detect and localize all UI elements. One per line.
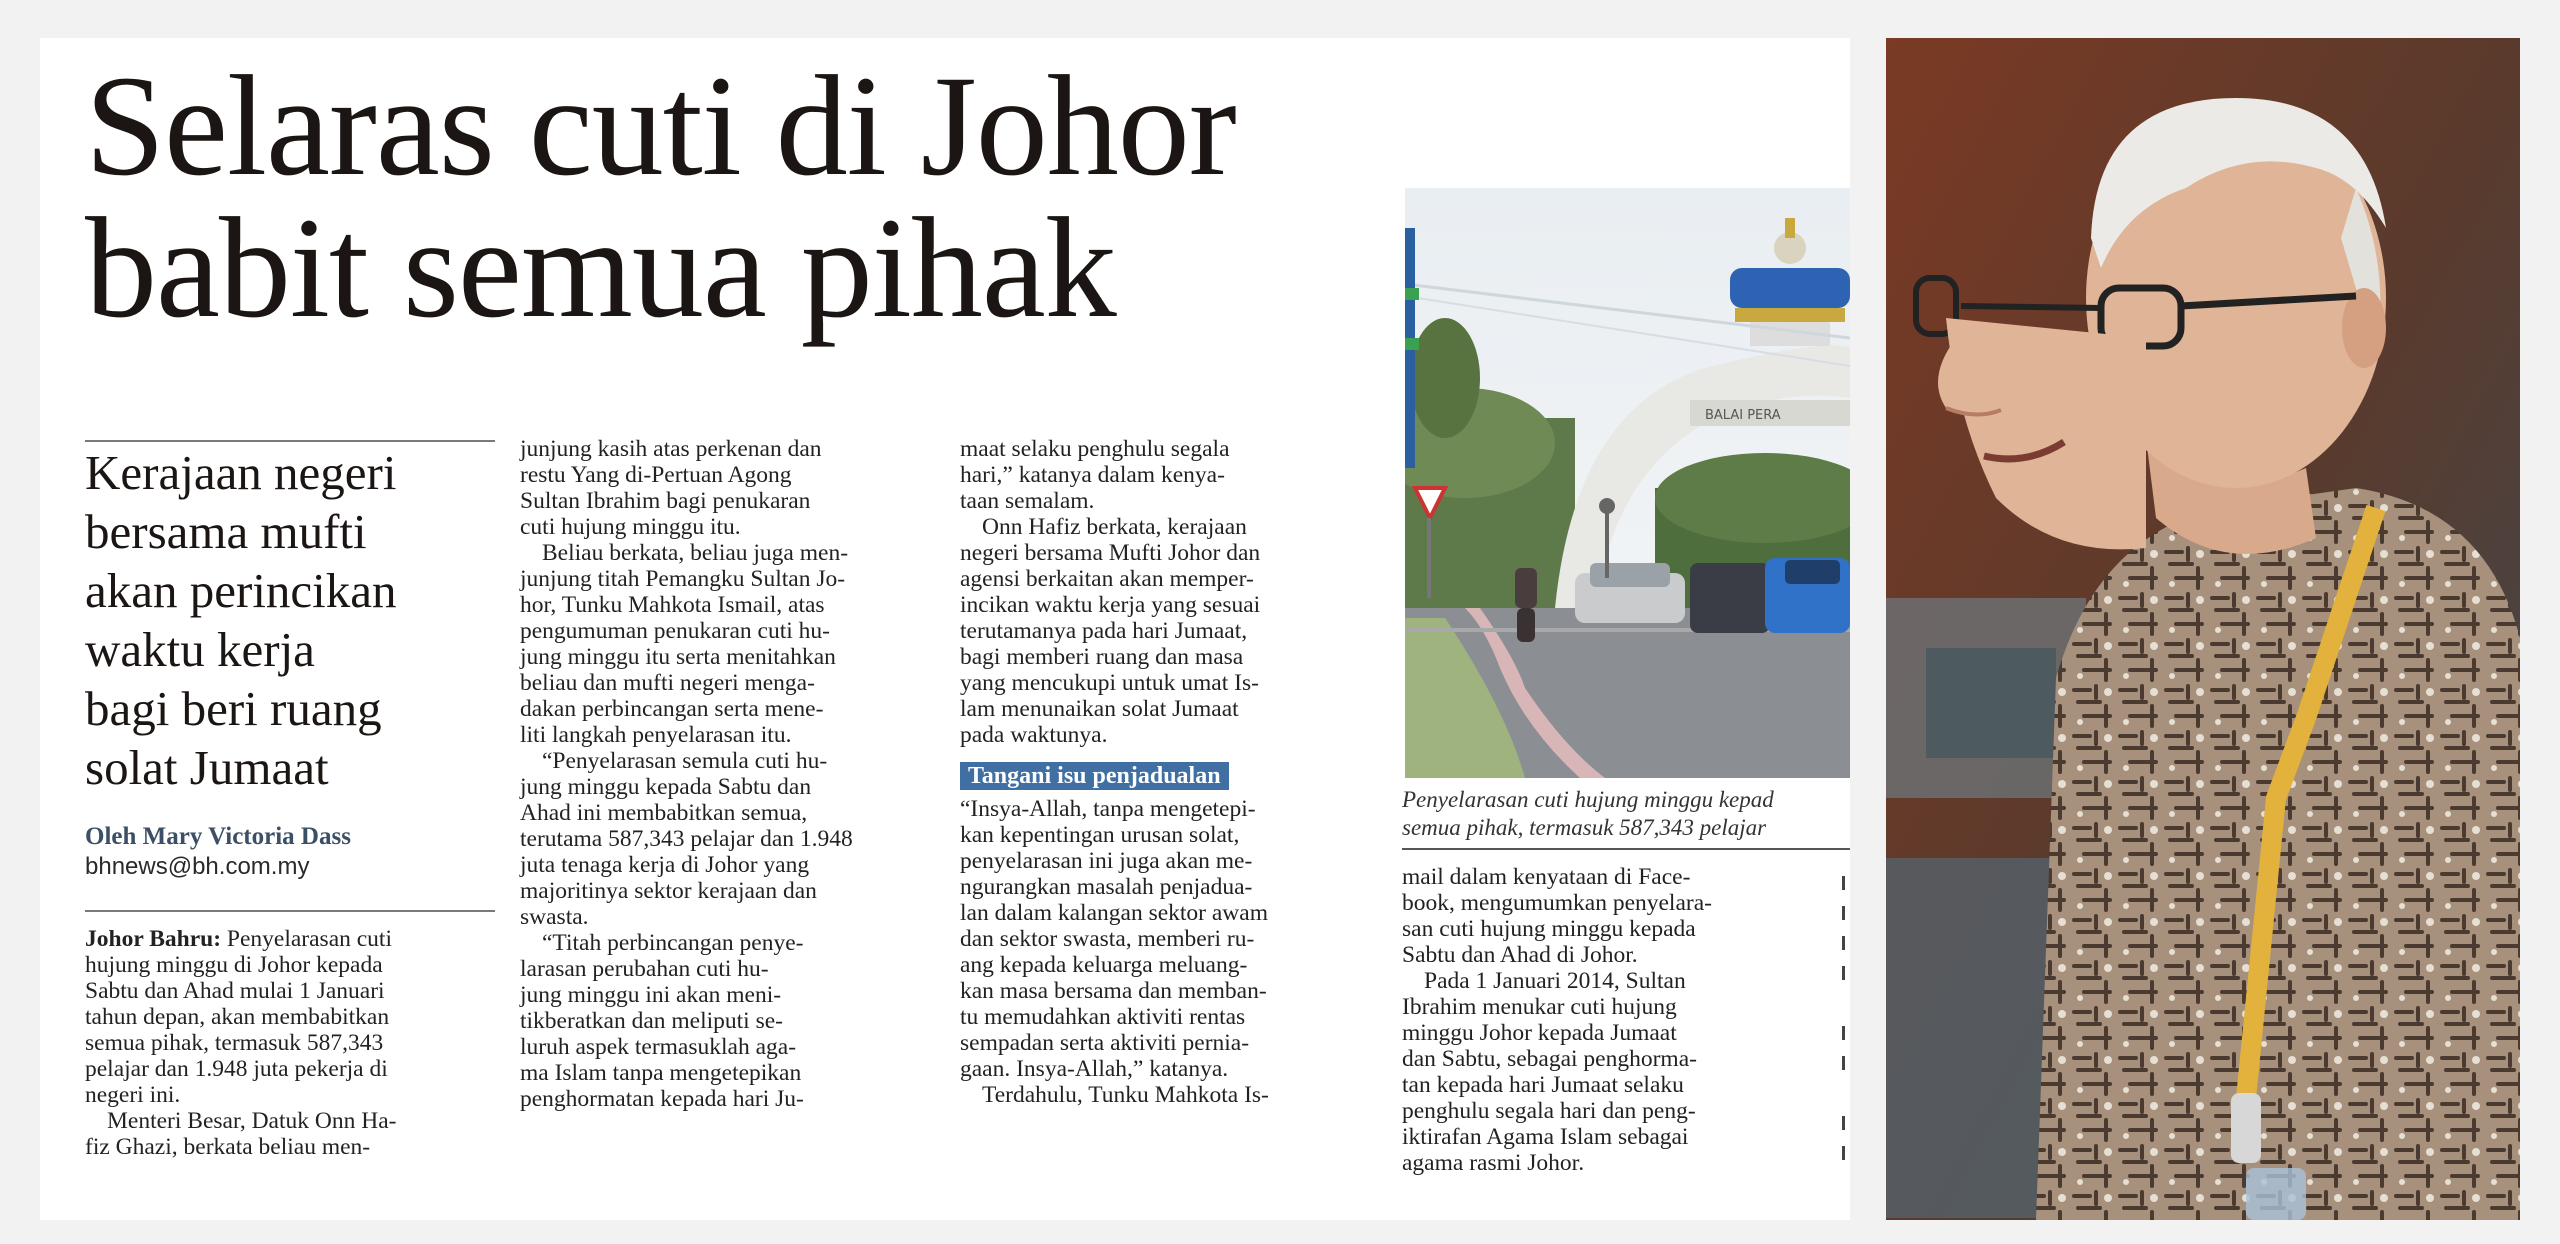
text-line: jung minggu kepada Sabtu dan — [520, 774, 812, 800]
text-line: agama rasmi Johor. — [1402, 1150, 1585, 1176]
standfirst-line: akan perincikan — [85, 563, 397, 618]
subheading: Tangani isu penjadualan — [960, 762, 1229, 790]
text-line: Pada 1 Januari 2014, Sultan — [1424, 968, 1686, 994]
text-line: junjung kasih atas perkenan dan — [520, 436, 822, 462]
text-line: pelajar dan 1.948 juta pekerja di — [85, 1056, 388, 1082]
arch-sign-text: BALAI PERA — [1705, 408, 1781, 423]
text-line: junjung titah Pemangku Sultan Jo- — [520, 566, 846, 592]
text-line: dan Sabtu, sebagai penghorma- — [1402, 1046, 1697, 1072]
text-line: penghormatan kepada hari Ju- — [520, 1086, 804, 1112]
arch-road-photo — [1405, 188, 1850, 778]
text-line: luruh aspek termasuklah aga- — [520, 1034, 797, 1060]
caption-rule — [1402, 848, 1850, 850]
text-line: negeri ini. — [85, 1082, 181, 1108]
text-line: sempadan serta aktiviti pernia- — [960, 1030, 1250, 1056]
text-line: fiz Ghazi, berkata beliau men- — [85, 1134, 371, 1160]
text-line: taan semalam. — [960, 488, 1095, 514]
text-line: bagi memberi ruang dan masa — [960, 644, 1244, 670]
text-line: iktirafan Agama Islam sebagai — [1402, 1124, 1689, 1150]
text-line: tan kepada hari Jumaat selaku — [1402, 1072, 1684, 1098]
text-line: Sabtu dan Ahad mulai 1 Januari — [85, 978, 385, 1004]
text-line: Onn Hafiz berkata, kerajaan — [982, 514, 1247, 540]
text-line: yang mencukupi untuk umat Is- — [960, 670, 1259, 696]
paragraph — [520, 930, 950, 1112]
standfirst-line: solat Jumaat — [85, 740, 329, 795]
text-line: Terdahulu, Tunku Mahkota Is- — [982, 1082, 1269, 1108]
text-line: larasan perubahan cuti hu- — [520, 956, 769, 982]
text-line: gaan. Insya-Allah,” katanya. — [960, 1056, 1229, 1082]
paragraph — [85, 1108, 505, 1134]
text-line: swasta. — [520, 904, 589, 930]
paragraph — [520, 540, 950, 748]
text-line: majoritinya sektor kerajaan dan — [520, 878, 817, 904]
text-line: lam menunaikan solat Jumaat — [960, 696, 1239, 722]
text-line: tikberatkan dan meliputi se- — [520, 1008, 783, 1034]
text-line: kan kepentingan urusan solat, — [960, 822, 1240, 848]
text-line: ngurangkan masalah penjadua- — [960, 874, 1253, 900]
text-line: Ibrahim menukar cuti hujung — [1402, 994, 1677, 1020]
standfirst-line: waktu kerja — [85, 622, 315, 677]
headline — [85, 47, 1415, 348]
text-line: dakan perbincangan serta mene- — [520, 696, 824, 722]
text-line: semua pihak, termasuk 587,343 — [85, 1030, 384, 1056]
speaker-portrait — [1886, 38, 2520, 1220]
headline-line-1: Selaras cuti di Johor — [85, 47, 1236, 206]
text-line: juta tenaga kerja di Johor yang — [520, 852, 810, 878]
paragraph — [85, 1134, 505, 1160]
paragraph — [960, 1082, 1390, 1108]
caption-line: semua pihak, termasuk 587,343 pelajar — [1402, 815, 1767, 840]
text-line: agensi berkaitan akan memper- — [960, 566, 1254, 592]
standfirst-line: bersama mufti — [85, 504, 367, 559]
text-line: Beliau berkata, beliau juga men- — [542, 540, 849, 566]
article-column-1 — [85, 926, 505, 1160]
text-line: kan masa bersama dan memban- — [960, 978, 1267, 1004]
standfirst-line: Kerajaan negeri — [85, 445, 397, 500]
text-line: beliau dan mufti negeri menga- — [520, 670, 815, 696]
text-line: Sabtu dan Ahad di Johor. — [1402, 942, 1638, 968]
text-line: penyelarasan ini juga akan me- — [960, 848, 1253, 874]
text-line: mail dalam kenyataan di Face- — [1402, 864, 1691, 890]
text-line: ma Islam tanpa mengetepikan — [520, 1060, 802, 1086]
cars — [1575, 558, 1850, 633]
text-line: hari,” katanya dalam kenya- — [960, 462, 1225, 488]
text-line: san cuti hujung minggu kepada — [1402, 916, 1696, 942]
headline-line-2: babit semua pihak — [85, 189, 1116, 348]
paragraph — [520, 436, 950, 540]
caption-line: Penyelarasan cuti hujung minggu kepad — [1402, 787, 1774, 812]
lead-column — [85, 443, 495, 881]
text-line: lan dalam kalangan sektor awam — [960, 900, 1268, 926]
text-line: pengumuman penukaran cuti hu- — [520, 618, 830, 644]
text-line: cuti hujung minggu itu. — [520, 514, 741, 540]
text-line: restu Yang di-Pertuan Agong — [520, 462, 792, 488]
paragraph — [960, 436, 1390, 514]
cutoff-column-edge — [1840, 876, 1850, 1196]
text-line: terutamanya pada hari Jumaat, — [960, 618, 1248, 644]
paragraph — [1402, 968, 1822, 1176]
text-line: hujung minggu di Johor kepada — [85, 952, 383, 978]
text-line: hor, Tunku Mahkota Ismail, atas — [520, 592, 825, 618]
text-line: minggu Johor kepada Jumaat — [1402, 1020, 1677, 1046]
text-line: “Insya-Allah, tanpa mengetepi- — [960, 796, 1256, 822]
text-line: incikan waktu kerja yang sesuai — [960, 592, 1261, 618]
article-column-3 — [960, 436, 1390, 1108]
article-column-4 — [1402, 864, 1822, 1176]
byline-bottom-rule — [85, 910, 495, 912]
text-line: maat selaku penghulu segala — [960, 436, 1230, 462]
text-line: Sultan Ibrahim bagi penukaran — [520, 488, 811, 514]
dateline: Johor Bahru: — [85, 926, 222, 952]
article-column-2 — [520, 436, 950, 1112]
paragraph — [960, 796, 1390, 1082]
text-line: dan sektor swasta, memberi ru- — [960, 926, 1255, 952]
text-line: pada waktunya. — [960, 722, 1108, 748]
paragraph — [85, 926, 505, 1108]
standfirst-top-rule — [85, 440, 495, 442]
text-line: jung minggu ini akan meni- — [520, 982, 782, 1008]
photo-caption — [1402, 786, 1850, 842]
paragraph — [520, 748, 950, 930]
text-line: negeri bersama Mufti Johor dan — [960, 540, 1261, 566]
text-line: tahun depan, akan membabitkan — [85, 1004, 390, 1030]
byline-author: Oleh Mary Victoria Dass — [85, 823, 351, 850]
paragraph — [1402, 864, 1822, 968]
text-line: Menteri Besar, Datuk Onn Ha- — [107, 1108, 397, 1134]
text-line: “Titah perbincangan penye- — [542, 930, 804, 956]
text-line: Penyelarasan cuti — [221, 926, 392, 952]
text-line: penghulu segala hari dan peng- — [1402, 1098, 1696, 1124]
text-line: “Penyelarasan semula cuti hu- — [542, 748, 828, 774]
text-line: liti langkah penyelarasan itu. — [520, 722, 792, 748]
standfirst — [85, 443, 495, 797]
paragraph — [960, 514, 1390, 748]
text-line: tu memudahkan aktiviti rentas — [960, 1004, 1246, 1030]
standfirst-line: bagi beri ruang — [85, 681, 382, 736]
text-line: Ahad ini membabitkan semua, — [520, 800, 808, 826]
text-line: book, mengumumkan penyelara- — [1402, 890, 1712, 916]
news-photo-arch — [1405, 188, 1850, 778]
text-line: terutama 587,343 pelajar dan 1.948 — [520, 826, 853, 852]
newspaper-clipping — [40, 38, 1850, 1220]
portrait-photo — [1886, 38, 2520, 1220]
text-line: jung minggu itu serta menitahkan — [520, 644, 836, 670]
byline-email: bhnews@bh.com.my — [85, 853, 310, 880]
text-line: ang kepada keluarga meluang- — [960, 952, 1248, 978]
